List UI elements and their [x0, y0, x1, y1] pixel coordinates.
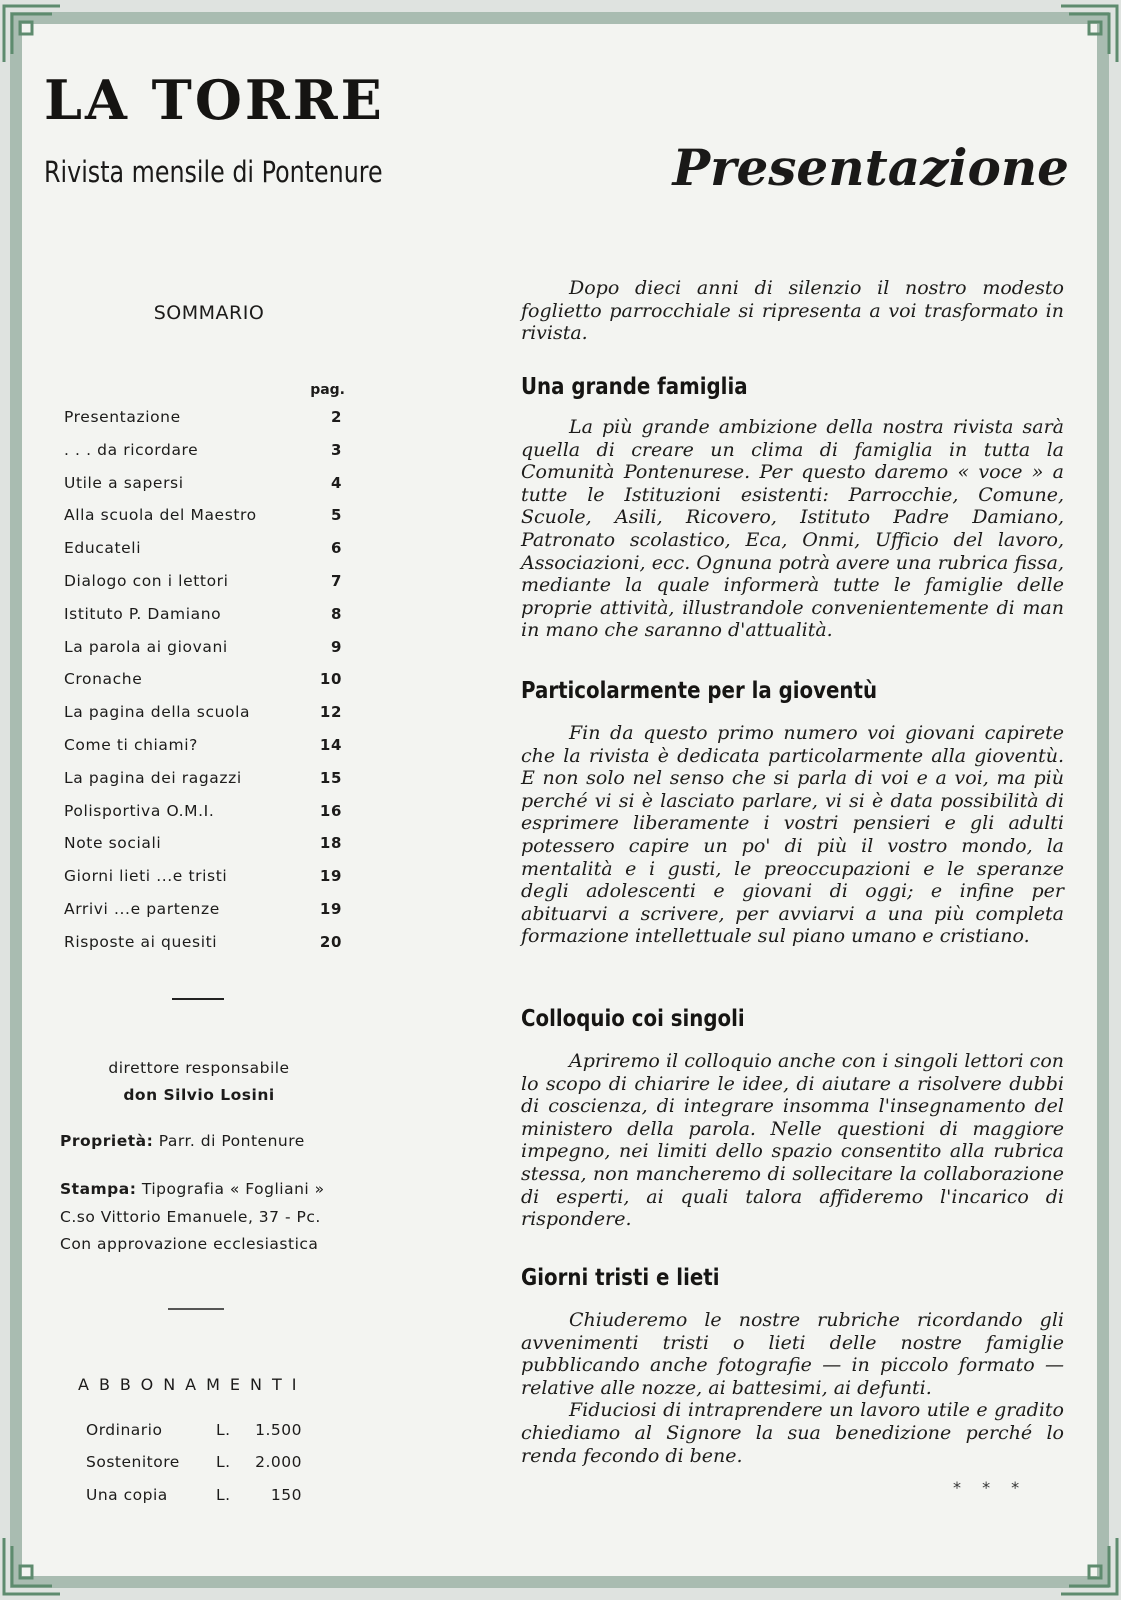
toc-item-page: 12	[319, 703, 342, 722]
section-paragraph: La più grande ambizione della nostra rivista sarà quella di creare un clima di famiglia in tutta la Comunità Pontenurese. Per questo daremo « voce » a tutte le Istituzioni esistenti: Parrocchie, Comune, Scuole, Asili, Ricovero, Istituto Padre Damiano, Patronato scolastico, Eca, Onmi, Ufficio del lavoro, Associazioni, ecc. Ognuna potrà avere una rubrica fissa, mediante la quale informerà tutte le famiglie delle proprie attività, illustrandole convenientemente di man in mano che saranno d'attualità.	[521, 416, 1064, 642]
subscription-currency: L.	[216, 1421, 231, 1439]
section-heading: Colloquio coi singoli	[521, 1006, 745, 1032]
page-column-label: pag.	[310, 382, 345, 398]
toc-item-page: 3	[330, 440, 342, 459]
section-body	[521, 1309, 1064, 1467]
toc-item	[64, 539, 342, 572]
section-paragraph: Apriremo il colloquio anche con i singoli lettori con lo scopo di chiarire le idee, di aiutare a risolvere dubbi di coscienza, di integrare insomma l'insegnamento del ministero della parola. Nelle questioni di maggiore impegno, nei limiti dello spazio consentito alla rubrica stessa, non mancheremo di sollecitare la collaborazione di esperti, ai quali talora affideremo l'incarico di rispondere.	[521, 1050, 1064, 1231]
table-of-contents	[64, 408, 342, 966]
toc-item-page: 15	[319, 768, 342, 787]
editor-name: don Silvio Losini	[123, 1086, 275, 1104]
subscription-row	[86, 1453, 302, 1471]
printer-address: C.so Vittorio Emanuele, 37 - Pc.	[60, 1208, 321, 1226]
section-heading: Particolarmente per la gioventù	[521, 678, 878, 704]
subscription-price: 2.000	[255, 1453, 302, 1471]
toc-item-label: Risposte ai quesiti	[64, 932, 218, 951]
subscription-price: 1.500	[255, 1421, 302, 1439]
corner-ornament-icon	[1059, 1536, 1119, 1596]
closing-mark: * * *	[953, 1478, 1028, 1497]
corner-ornament-icon	[1059, 4, 1119, 64]
editor-label: direttore responsabile	[108, 1059, 290, 1077]
section-heading: Giorni tristi e lieti	[521, 1265, 720, 1291]
section-body	[521, 722, 1064, 948]
subscription-currency: L.	[216, 1453, 231, 1471]
toc-item-page: 4	[330, 473, 342, 492]
corner-ornament-icon	[2, 4, 62, 64]
section-paragraph: Fiduciosi di intraprendere un lavoro utile e gradito chiediamo al Signore la sua benedizione perché lo renda fecondo di bene.	[521, 1399, 1064, 1467]
toc-item-page: 10	[319, 670, 342, 689]
toc-item-page: 9	[330, 637, 342, 656]
toc-item	[64, 834, 342, 867]
article-title: Presentazione	[672, 138, 1069, 197]
section-body	[521, 416, 1064, 642]
toc-item-label: . . . da ricordare	[64, 440, 199, 459]
toc-item	[64, 867, 342, 900]
toc-item-label: Alla scuola del Maestro	[64, 506, 257, 525]
toc-item	[64, 638, 342, 671]
subscription-price: 150	[270, 1486, 302, 1504]
toc-item-page: 5	[330, 506, 342, 525]
ownership-line	[60, 1132, 305, 1150]
printer-value: Tipografia « Fogliani »	[141, 1180, 325, 1198]
toc-item-label: Istituto P. Damiano	[64, 604, 222, 623]
toc-item-page: 19	[319, 899, 342, 918]
toc-item-label: Utile a sapersi	[64, 473, 184, 492]
toc-item-page: 14	[319, 735, 342, 754]
toc-item-page: 2	[330, 408, 342, 426]
intro-paragraph: Dopo dieci anni di silenzio il nostro modesto foglietto parrocchiale si ripresenta a voi trasformato in rivista.	[521, 277, 1064, 345]
toc-item	[64, 670, 342, 703]
masthead-subtitle: Rivista mensile di Pontenure	[44, 155, 383, 189]
toc-item	[64, 703, 342, 736]
toc-item	[64, 441, 342, 474]
toc-item	[64, 933, 342, 966]
toc-item	[64, 474, 342, 507]
toc-item-label: La pagina dei ragazzi	[64, 768, 242, 787]
approval-note: Con approvazione ecclesiastica	[60, 1235, 319, 1253]
toc-item	[64, 506, 342, 539]
toc-item-page: 7	[330, 571, 342, 590]
toc-item-label: Arrivi ...e partenze	[64, 899, 220, 918]
toc-item-label: Come ti chiami?	[64, 735, 198, 754]
ownership-label: Proprietà:	[60, 1132, 154, 1150]
subscriptions-title: ABBONAMENTI	[78, 1375, 307, 1394]
toc-item-page: 16	[319, 801, 342, 820]
masthead-title: LA TORRE	[44, 68, 385, 132]
section-paragraph: Fin da questo primo numero voi giovani capirete che la rivista è dedicata particolarmente alla gioventù. E non solo nel senso che si parla di voi e a voi, ma più perché vi si è lasciato parlare, vi si è data possibilità di esprimere liberamente i vostri pensieri e gli adulti potessero capire un po' di più il vostro mondo, la mentalità e i gusti, le preoccupazioni e le speranze degli adolescenti e giovani di oggi; e infine per abituarvi a scrivere, per avviarvi a una più completa formazione intellettuale sul piano umano e cristiano.	[521, 722, 1064, 948]
subscription-row	[86, 1486, 302, 1504]
toc-item-label: Polisportiva O.M.I.	[64, 801, 215, 820]
section-body	[521, 1050, 1064, 1231]
toc-item-label: Note sociali	[64, 834, 162, 853]
divider	[172, 998, 224, 1000]
subscription-type: Una copia	[86, 1486, 168, 1504]
printer-label: Stampa:	[60, 1180, 137, 1198]
toc-item-label: La parola ai giovani	[64, 637, 228, 656]
divider	[168, 1308, 224, 1310]
subscription-type: Ordinario	[86, 1421, 163, 1439]
toc-item-label: La pagina della scuola	[64, 703, 251, 722]
toc-item-page: 18	[319, 834, 342, 853]
toc-item-page: 19	[319, 867, 342, 886]
toc-item-label: Cronache	[64, 670, 143, 689]
toc-item-page: 20	[319, 932, 342, 951]
subscription-currency: L.	[216, 1486, 231, 1504]
ownership-value: Parr. di Pontenure	[158, 1132, 305, 1150]
toc-item-label: Presentazione	[64, 408, 181, 426]
toc-item	[64, 736, 342, 769]
section-heading: Una grande famiglia	[521, 374, 748, 400]
toc-item	[64, 769, 342, 802]
article-intro	[521, 277, 1064, 345]
toc-item-label: Educateli	[64, 539, 142, 558]
toc-item-page: 6	[330, 539, 342, 558]
corner-ornament-icon	[2, 1536, 62, 1596]
sommario-title: SOMMARIO	[153, 302, 265, 324]
toc-item-page: 8	[330, 604, 342, 623]
subscription-type: Sostenitore	[86, 1453, 180, 1471]
toc-item-label: Dialogo con i lettori	[64, 571, 229, 590]
toc-item	[64, 900, 342, 933]
printer-line	[60, 1180, 325, 1198]
toc-item	[64, 802, 342, 835]
toc-item	[64, 605, 342, 638]
section-paragraph: Chiuderemo le nostre rubriche ricordando gli avvenimenti tristi o lieti delle nostre famiglie pubblicando anche fotografie — in piccolo formato — relative alle nozze, ai battesimi, ai defunti.	[521, 1309, 1064, 1399]
subscription-row	[86, 1421, 302, 1439]
toc-item	[64, 408, 342, 441]
toc-item	[64, 572, 342, 605]
toc-item-label: Giorni lieti ...e tristi	[64, 867, 228, 886]
